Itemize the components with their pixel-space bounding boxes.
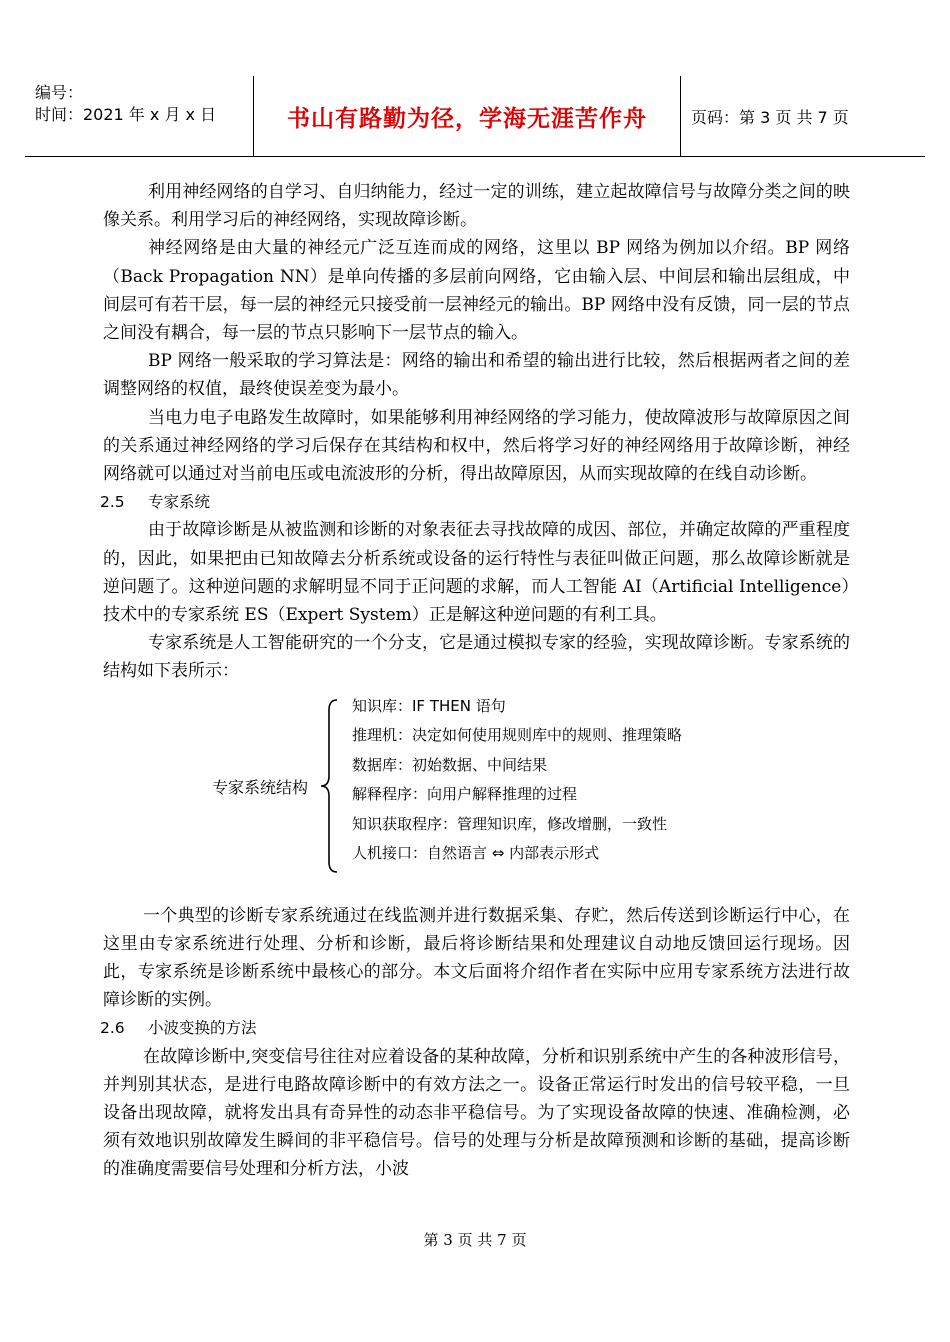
paragraph: 利用神经网络的自学习、自归纳能力，经过一定的训练，建立起故障信号与故障分类之间的映像关系。利用学习后的神经网络，实现故障诊断。 [103,182,850,231]
header-page-info: 页码：第 3 页 共 7 页 [691,107,849,127]
paragraph: 一个典型的诊断专家系统通过在线监测并进行数据采集、存贮，然后传送到诊断运行中心，在这里由专家系统进行处理、分析和诊断，最后将诊断结果和处理建议自动地反馈回运行现场。因此，专家系统是诊断系统中最核心的部分。本文后面将介绍作者在实际中应用专家系统方法进行故障诊断的实例。 [103,905,850,1011]
document-time-label: 时间：2021 年 x 月 x 日 [35,105,217,124]
header-meta [25,76,253,156]
diagram-item: 推理机：决定如何使用规则库中的规则、推理策略 [352,726,683,745]
expert-system-diagram [103,692,850,892]
section-heading-2-5 [100,488,850,516]
paragraph: 专家系统是人工智能研究的一个分支，它是通过模拟专家的经验，实现故障诊断。专家系统的结构如下表所示： [103,633,850,682]
section-number: 2.6 [100,1019,125,1038]
paragraph: 当电力电子电路发生故障时，如果能够利用神经网络的学习能力，使故障波形与故障原因之间的关系通过神经网络的学习后保存在其结构和权中，然后将学习好的神经网络用于故障诊断，神经网络就可以通过对当前电压或电流波形的分析，得出故障原因，从而实现故障的在线自动诊断。 [103,407,850,485]
diagram-item: 知识获取程序：管理知识库，修改增删，一致性 [352,814,668,833]
header-motto-cell [253,76,681,156]
diagram-item: 解释程序：向用户解释推理的过程 [352,785,578,804]
diagram-item: 数据库：初始数据、中间结果 [352,755,548,774]
section-number: 2.5 [100,493,125,512]
page-footer: 第 3 页 共 7 页 [423,1231,527,1249]
paragraph: 神经网络是由大量的神经元广泛互连而成的网络，这里以 BP 网络为例加以介绍。BP 网络（Back Propagation NN）是单向传播的多层前向网络，它由输入层、中间层和输出层组成，中间层可有若干层，每一层的神经元只接受前一层神经元的输出。BP 网络中没有反馈，同一层的节点之间没有耦合，每一层的节点只影响下一层节点的输入。 [103,238,850,344]
curly-brace-icon [317,698,341,874]
section-title: 专家系统 [148,493,211,512]
paragraph: BP 网络一般采取的学习算法是：网络的输出和希望的输出进行比较，然后根据两者之间的差调整网络的权值，最终使误差变为最小。 [103,351,850,400]
diagram-items [352,692,682,869]
diagram-label: 专家系统结构 [212,777,309,797]
document-number-label: 编号： [35,83,84,102]
paragraph: 由于故障诊断是从被监测和诊断的对象表征去寻找故障的成因、部位，并确定故障的严重程度的，因此，如果把由已知故障去分析系统或设备的运行特性与表征叫做正问题，那么故障诊断就是逆问题了。这种逆问题的求解明显不同于正问题的求解，而人工智能 AI（Artificial Intelligence）技术中的专家系统 ES（Expert System）正是解这种逆问题的有利工具。 [103,520,850,626]
section-heading-2-6 [100,1014,850,1042]
diagram-item: 人机接口：自然语言 ⇔ 内部表示形式 [352,844,600,863]
header-page-cell [679,76,925,156]
header-motto: 书山有路勤为径，学海无涯苦作舟 [287,105,647,132]
section-title: 小波变换的方法 [148,1019,257,1038]
document-body [100,178,850,1184]
page-header [25,76,925,157]
diagram-item: 知识库：IF THEN 语句 [352,696,506,715]
paragraph: 在故障诊断中,突变信号往往对应着设备的某种故障，分析和识别系统中产生的各种波形信号，并判别其状态，是进行电路故障诊断中的有效方法之一。设备正常运行时发出的信号较平稳，一旦设备出现故障，就将发出具有奇异性的动态非平稳信号。为了实现设备故障的快速、准确检测，必须有效地识别故障发生瞬间的非平稳信号。信号的处理与分析是故障预测和诊断的基础，提高诊断的准确度需要信号处理和分析方法，小波 [103,1046,850,1180]
